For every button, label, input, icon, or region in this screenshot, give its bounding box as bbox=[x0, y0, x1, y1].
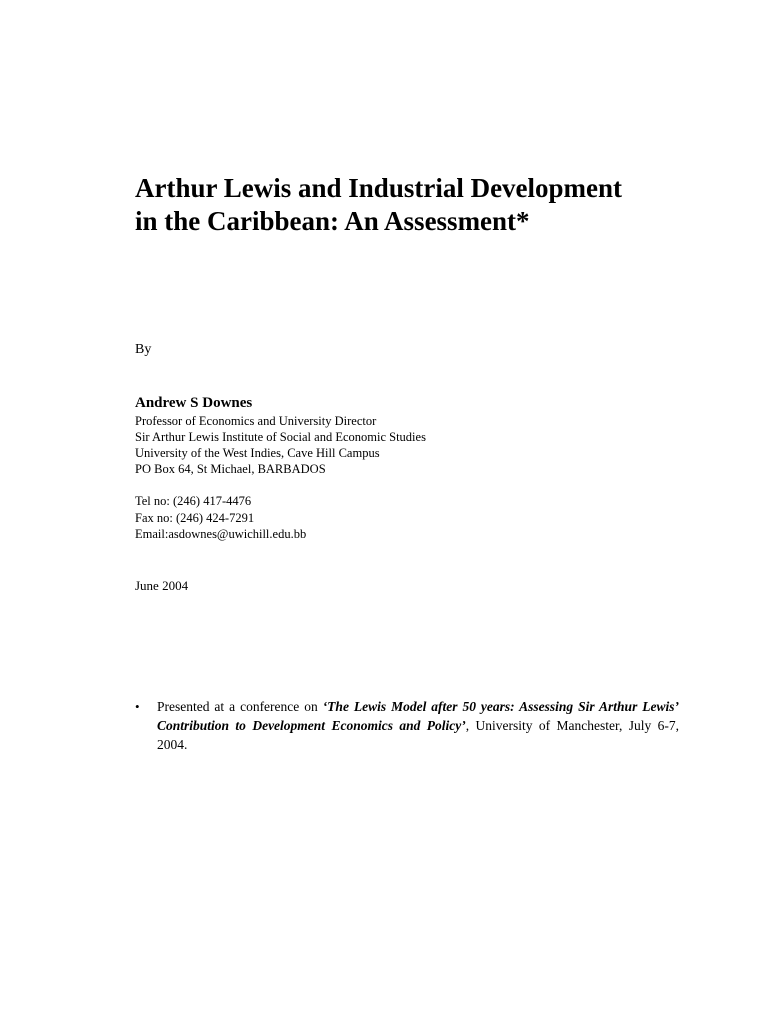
title-line-1: Arthur Lewis and Industrial Development bbox=[135, 173, 623, 203]
footnote-prefix: Presented at a conference on bbox=[157, 699, 323, 714]
by-label: By bbox=[135, 342, 152, 357]
affiliation-position: Professor of Economics and University Director bbox=[135, 414, 377, 428]
email-address: Email:asdownes@uwichill.edu.bb bbox=[135, 527, 307, 541]
document-date: June 2004 bbox=[135, 578, 189, 593]
affiliation-institute: Sir Arthur Lewis Institute of Social and Economic Studies bbox=[135, 430, 426, 444]
document-title bbox=[135, 172, 695, 238]
footnote bbox=[135, 697, 679, 754]
affiliation-address: PO Box 64, St Michael, BARBADOS bbox=[135, 462, 326, 476]
author-block bbox=[135, 394, 695, 477]
affiliation-university: University of the West Indies, Cave Hill Campus bbox=[135, 446, 380, 460]
conference-title: ‘The Lewis Model after 50 years: Assessing Sir Arthur Lewis’ Contribution to Development Economics and Policy’ bbox=[157, 699, 680, 733]
telephone-number: Tel no: (246) 417-4476 bbox=[135, 494, 252, 508]
title-line-2: in the Caribbean: An Assessment* bbox=[135, 206, 530, 236]
fax-number: Fax no: (246) 424-7291 bbox=[135, 510, 255, 525]
author-name: Andrew S Downes bbox=[135, 395, 253, 411]
footnote-text bbox=[157, 697, 679, 754]
bullet-icon: • bbox=[135, 699, 140, 714]
contact-block bbox=[135, 493, 695, 543]
footnote-suffix: , University of Manchester, July 6-7, 2004. bbox=[157, 718, 680, 752]
